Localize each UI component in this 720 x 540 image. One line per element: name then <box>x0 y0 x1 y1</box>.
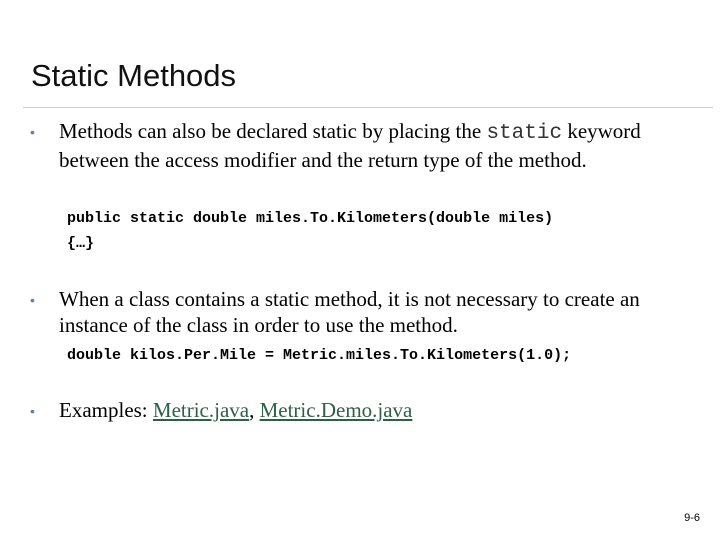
page-number: 9-6 <box>684 512 700 524</box>
bullet-1-text-before: Methods can also be declared static by placing the <box>59 119 487 143</box>
examples-label: Examples: <box>59 398 153 422</box>
link-separator: , <box>249 398 260 422</box>
code-block-1 <box>67 206 687 256</box>
bullet-marker: • <box>30 403 35 419</box>
bullet-3-text <box>59 397 659 423</box>
bullet-1-text <box>59 118 659 173</box>
metric-java-link[interactable]: Metric.java <box>152 398 250 422</box>
bullet-marker: • <box>30 124 35 140</box>
code-block-2 <box>67 343 687 368</box>
title-divider <box>23 107 713 108</box>
metric-demo-java-link[interactable]: Metric.Demo.java <box>259 398 413 422</box>
code-line: public static double miles.To.Kilometers(double miles) <box>67 210 554 227</box>
slide-title: Static Methods <box>31 58 237 93</box>
code-line: double kilos.Per.Mile = Metric.miles.To.Kilometers(1.0); <box>67 347 572 364</box>
bullet-2-text: When a class contains a static method, it is not necessary to create an instance of the class in order to use the method. <box>59 287 640 337</box>
static-keyword: static <box>486 122 563 145</box>
bullet-1-text-after: keyword between the access modifier and the return type of the method. <box>59 119 641 172</box>
bullet-marker: • <box>30 292 35 308</box>
code-line: {…} <box>67 235 95 252</box>
